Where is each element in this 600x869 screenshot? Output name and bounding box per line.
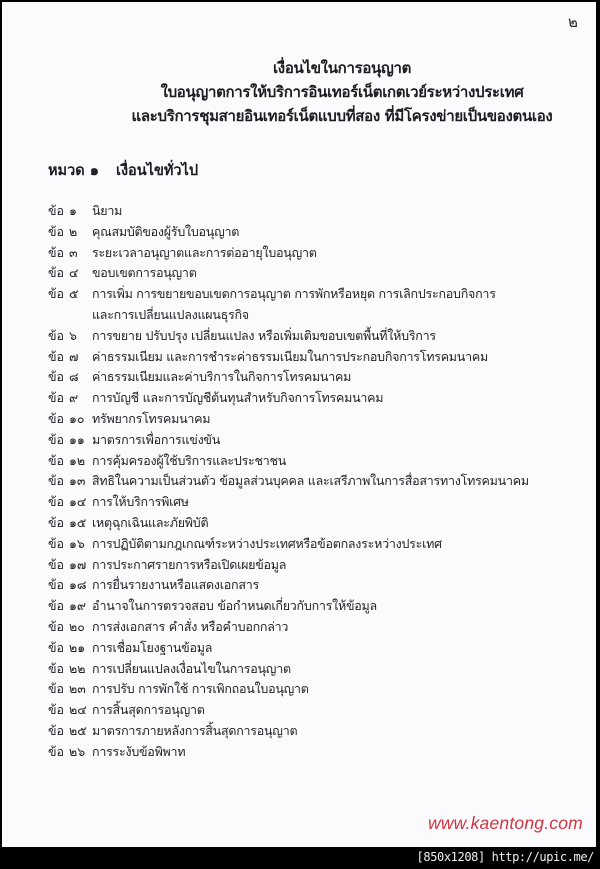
clause-number: ๖ bbox=[68, 327, 77, 343]
title-line-2: ใบอนุญาตการให้บริการอินเทอร์เน็ตเกตเวย์ระหว่างประเทศ bbox=[160, 83, 524, 101]
clause-item bbox=[48, 638, 588, 659]
clause-title: การปรับ การพักใช้ การเพิกถอนใบอนุญาต bbox=[92, 681, 309, 697]
clause-title: อำนาจในการตรวจสอบ ข้อกำหนดเกี่ยวกับการให้ข้อมูล bbox=[92, 598, 377, 614]
clause-title: ค่าธรรมเนียม และการชำระค่าธรรมเนียมในการประกอบกิจการโทรคมนาคม bbox=[92, 348, 488, 364]
clause-title: คุณสมบัติของผู้รับใบอนุญาต bbox=[92, 223, 240, 239]
clause-item bbox=[48, 700, 588, 721]
clause-number: ๑๐ bbox=[68, 410, 85, 426]
clause-title: การเปลี่ยนแปลงเงื่อนไขในการอนุญาต bbox=[92, 660, 291, 676]
clause-number: ๑๗ bbox=[68, 556, 87, 572]
clause-list bbox=[48, 201, 588, 763]
clause-keyword: ข้อ bbox=[48, 452, 65, 468]
clause-keyword: ข้อ bbox=[48, 618, 65, 634]
clause-keyword: ข้อ bbox=[48, 556, 65, 572]
clause-number: ๑๙ bbox=[68, 598, 87, 614]
clause-item bbox=[48, 243, 588, 264]
section-title: เงื่อนไขทั่วไป bbox=[116, 163, 199, 179]
clause-keyword: ข้อ bbox=[48, 722, 65, 738]
clause-title: การปฏิบัติตามกฎเกณฑ์ระหว่างประเทศหรือข้อตกลงระหว่างประเทศ bbox=[92, 535, 442, 551]
clause-item bbox=[48, 555, 588, 576]
clause-number: ๒ bbox=[68, 223, 78, 239]
clause-item bbox=[48, 430, 588, 451]
clause-item bbox=[48, 284, 588, 326]
clause-keyword: ข้อ bbox=[48, 244, 65, 260]
clause-keyword: ข้อ bbox=[48, 431, 65, 447]
clause-title: การเชื่อมโยงฐานข้อมูล bbox=[92, 639, 213, 655]
clause-number: ๒๒ bbox=[68, 660, 86, 676]
clause-item bbox=[48, 451, 588, 472]
clause-keyword: ข้อ bbox=[48, 514, 65, 530]
clause-item bbox=[48, 492, 588, 513]
clause-title: การให้บริการพิเศษ bbox=[92, 494, 189, 510]
image-host-caption: [850x1208] http://upic.me/ bbox=[416, 850, 594, 864]
clause-title: การประกาศรายการหรือเปิดเผยข้อมูล bbox=[92, 556, 287, 572]
clause-title: การระงับข้อพิพาท bbox=[92, 743, 186, 759]
clause-keyword: ข้อ bbox=[48, 348, 65, 364]
clause-number: ๘ bbox=[68, 369, 79, 385]
clause-number: ๔ bbox=[68, 265, 79, 281]
clause-title: การส่งเอกสาร คำสั่ง หรือคำบอกกล่าว bbox=[92, 618, 289, 634]
clause-item bbox=[48, 513, 588, 534]
clause-title: มาตรการเพื่อการแข่งขัน bbox=[92, 431, 221, 447]
clause-title: มาตรการภายหลังการสิ้นสุดการอนุญาต bbox=[92, 722, 298, 738]
clause-item bbox=[48, 201, 588, 222]
section-label: หมวด ๑ bbox=[48, 163, 99, 179]
clause-keyword: ข้อ bbox=[48, 473, 65, 489]
footer-bar bbox=[0, 849, 600, 869]
clause-title: การยื่นรายงานหรือแสดงเอกสาร bbox=[92, 577, 259, 593]
clause-title: ทรัพยากรโทรคมนาคม bbox=[92, 410, 211, 426]
clause-title: ขอบเขตการอนุญาต bbox=[92, 265, 197, 281]
clause-number: ๒๓ bbox=[68, 681, 86, 697]
clause-number: ๒๐ bbox=[68, 618, 85, 634]
clause-keyword: ข้อ bbox=[48, 702, 65, 718]
document-title bbox=[2, 56, 600, 128]
clause-title: การสิ้นสุดการอนุญาต bbox=[92, 702, 205, 718]
clause-keyword: ข้อ bbox=[48, 660, 65, 676]
clause-number: ๕ bbox=[68, 286, 79, 302]
clause-keyword: ข้อ bbox=[48, 223, 65, 239]
clause-keyword: ข้อ bbox=[48, 265, 65, 281]
clause-number: ๑ bbox=[68, 203, 77, 218]
clause-keyword: ข้อ bbox=[48, 390, 65, 406]
clause-number: ๙ bbox=[68, 390, 79, 406]
clause-title: นิยาม bbox=[92, 203, 123, 218]
document-page bbox=[2, 2, 596, 847]
clause-keyword: ข้อ bbox=[48, 577, 65, 593]
clause-keyword: ข้อ bbox=[48, 639, 65, 655]
clause-number: ๑๔ bbox=[68, 494, 87, 510]
clause-keyword: ข้อ bbox=[48, 369, 65, 385]
clause-item bbox=[48, 659, 588, 680]
clause-title: การคุ้มครองผู้ใช้บริการและประชาชน bbox=[92, 452, 287, 468]
section-heading bbox=[48, 159, 198, 182]
clause-item bbox=[48, 575, 588, 596]
page-number: ๒ bbox=[568, 13, 578, 31]
clause-number: ๑๖ bbox=[68, 535, 85, 551]
clause-keyword: ข้อ bbox=[48, 410, 65, 426]
clause-item bbox=[48, 534, 588, 555]
clause-number: ๓ bbox=[68, 244, 78, 260]
clause-number: ๒๖ bbox=[68, 743, 86, 759]
watermark-link[interactable]: www.kaentong.com bbox=[428, 813, 583, 833]
clause-number: ๑๘ bbox=[68, 577, 87, 593]
clause-keyword: ข้อ bbox=[48, 494, 65, 510]
clause-item bbox=[48, 742, 588, 763]
clause-keyword: ข้อ bbox=[48, 286, 65, 302]
clause-item bbox=[48, 222, 588, 243]
clause-title: การขยาย ปรับปรุง เปลี่ยนแปลง หรือเพิ่มเติมขอบเขตพื้นที่ให้บริการ bbox=[92, 327, 436, 343]
clause-item bbox=[48, 367, 588, 388]
clause-keyword: ข้อ bbox=[48, 681, 65, 697]
clause-number: ๒๕ bbox=[68, 722, 87, 738]
clause-item bbox=[48, 721, 588, 742]
clause-keyword: ข้อ bbox=[48, 743, 65, 759]
clause-title: การเพิ่ม การขยายขอบเขตการอนุญาต การพักหรือหยุด การเลิกประกอบกิจการ และการเปลี่ยนแปลงแผนธุรกิจ bbox=[92, 286, 496, 322]
clause-item bbox=[48, 326, 588, 347]
clause-item bbox=[48, 679, 588, 700]
clause-number: ๑๑ bbox=[68, 431, 85, 447]
clause-item bbox=[48, 263, 588, 284]
clause-number: ๑๕ bbox=[68, 514, 87, 530]
clause-number: ๑๒ bbox=[68, 452, 86, 468]
clause-item bbox=[48, 596, 588, 617]
clause-title: สิทธิในความเป็นส่วนตัว ข้อมูลส่วนบุคคล และเสรีภาพในการสื่อสารทางโทรคมนาคม bbox=[92, 473, 529, 489]
clause-keyword: ข้อ bbox=[48, 598, 65, 614]
title-line-3: และบริการชุมสายอินเทอร์เน็ตแบบที่สอง ที่มีโครงข่ายเป็นของตนเอง bbox=[131, 107, 553, 125]
title-line-1: เงื่อนไขในการอนุญาต bbox=[272, 59, 412, 77]
clause-number: ๒๑ bbox=[68, 639, 86, 655]
clause-keyword: ข้อ bbox=[48, 203, 65, 218]
clause-title: ระยะเวลาอนุญาตและการต่ออายุใบอนุญาต bbox=[92, 244, 317, 260]
clause-keyword: ข้อ bbox=[48, 327, 65, 343]
clause-item bbox=[48, 388, 588, 409]
clause-title: ค่าธรรมเนียมและค่าบริการในกิจการโทรคมนาคม bbox=[92, 369, 352, 385]
clause-item bbox=[48, 617, 588, 638]
clause-number: ๒๔ bbox=[68, 702, 87, 718]
clause-number: ๑๓ bbox=[68, 473, 86, 489]
clause-title: การบัญชี และการบัญชีต้นทุนสำหรับกิจการโทรคมนาคม bbox=[92, 390, 384, 406]
clause-keyword: ข้อ bbox=[48, 535, 65, 551]
clause-item bbox=[48, 409, 588, 430]
clause-item bbox=[48, 471, 588, 492]
clause-title: เหตุฉุกเฉินและภัยพิบัติ bbox=[92, 514, 209, 530]
clause-item bbox=[48, 347, 588, 368]
clause-number: ๗ bbox=[68, 348, 79, 364]
